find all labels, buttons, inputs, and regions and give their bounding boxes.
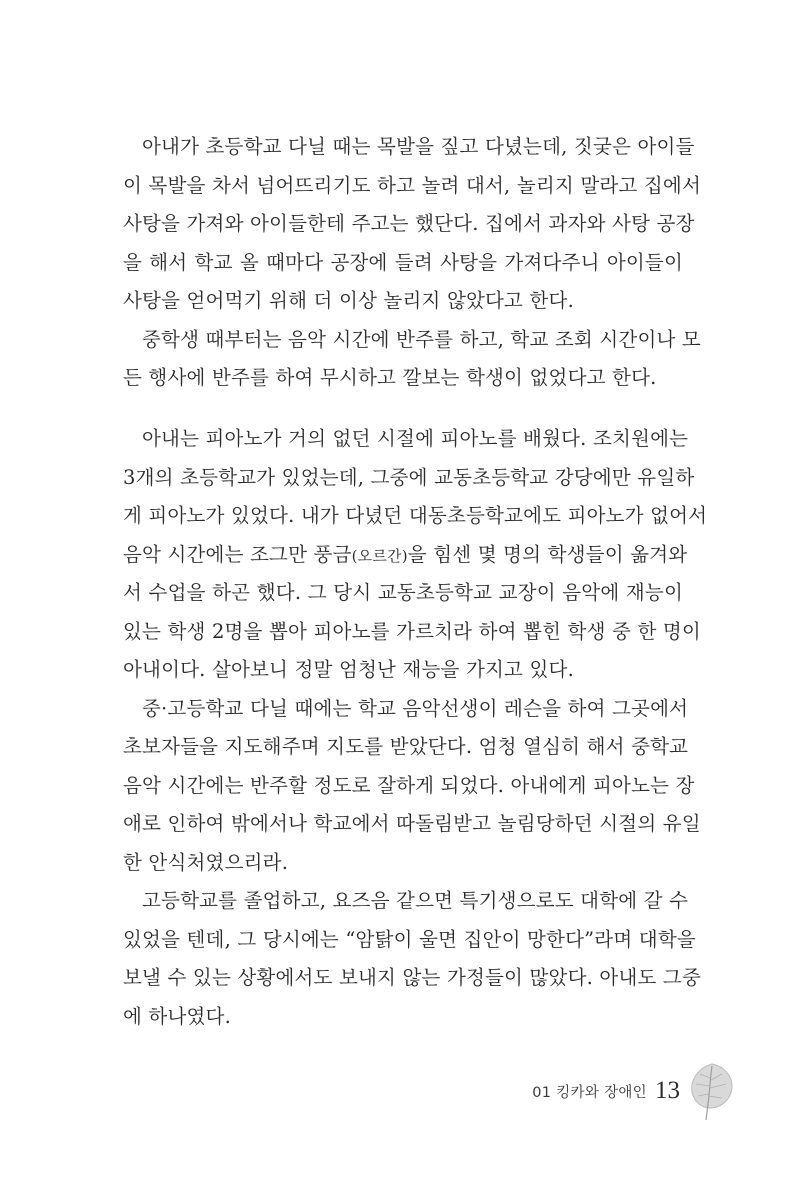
- text-line: 게 피아노가 있었다. 내가 다녔던 대동초등학교에도 피아노가 없어서: [123, 504, 708, 527]
- text-line: 있는 학생 2명을 뽑아 피아노를 가르치라 하여 뽑힌 학생 중 한 명이: [123, 619, 701, 643]
- page-footer: [532, 1066, 736, 1116]
- text-line: 중·고등학교 다닐 때에는 학교 음악선생이 레슨을 하여 그곳에서: [142, 696, 689, 720]
- text-line: 사탕을 얻어먹기 위해 더 이상 놀리지 않았다고 한다.: [123, 289, 574, 312]
- paragraph-1: [123, 128, 701, 321]
- text-line: 애로 인하여 밖에서나 학교에서 따돌림받고 놀림당하던 시절의 유일: [123, 812, 701, 835]
- text-line: 3개의 초등학교가 있었는데, 그중에 교동초등학교 강당에만 유일하: [123, 465, 695, 489]
- text-line: 초보자들을 지도해주며 지도를 받았단다. 엄청 열심히 해서 중학교: [123, 735, 689, 758]
- paragraph-2: [123, 321, 701, 398]
- text-line: 든 행사에 반주를 하여 무시하고 깔보는 학생이 없었다고 한다.: [123, 366, 657, 389]
- paragraph-4: [123, 690, 701, 883]
- text-line: 서 수업을 하곤 했다. 그 당시 교동초등학교 교장이 음악에 재능이: [123, 581, 683, 604]
- text-line: 아내이다. 살아보니 정말 엄청난 재능을 가지고 있다.: [123, 658, 574, 681]
- text-run: 음악 시간에는 조그만 풍금: [123, 542, 352, 566]
- text-line: 사탕을 가져와 아이들한테 주고는 했단다. 집에서 과자와 사탕 공장: [123, 212, 695, 235]
- text-line: 음악 시간에는 반주할 정도로 잘하게 되었다. 아내에게 피아노는 장: [123, 773, 695, 797]
- text-section-1: [123, 128, 701, 398]
- chapter-label: 01 킹카와 장애인: [532, 1084, 647, 1101]
- text-line: 고등학교를 졸업하고, 요즈음 같으면 특기생으로도 대학에 갈 수: [142, 889, 689, 912]
- text-line: [123, 536, 688, 575]
- text-line: 을 해서 학교 올 때마다 공장에 들려 사탕을 가져다주니 아이들이: [123, 250, 683, 274]
- page-number: 13: [655, 1077, 680, 1104]
- parenthetical-note: (오르간): [351, 546, 408, 565]
- text-line: 아내가 초등학교 다닐 때는 목발을 짚고 다녔는데, 짓궂은 아이들: [142, 135, 695, 158]
- text-line: 보낼 수 있는 상황에서도 보내지 않는 가정들이 많았다. 아내도 그중: [123, 966, 701, 989]
- text-line: 한 안식처였으리라.: [123, 850, 289, 874]
- text-section-2: [123, 420, 708, 1036]
- text-line: 중학생 때부터는 음악 시간에 반주를 하고, 학교 조회 시간이나 모: [142, 327, 701, 351]
- paragraph-3: [123, 420, 708, 690]
- text-line: 이 목발을 차서 넘어뜨리기도 하고 놀려 대서, 놀리지 말라고 집에서: [123, 173, 701, 197]
- text-line: 에 하나였다.: [123, 1004, 231, 1028]
- text-line: 있었을 텐데, 그 당시에는 “암탉이 울면 집안이 망한다”라며 대학을: [123, 927, 696, 951]
- paragraph-5: [123, 882, 701, 1036]
- text-run: 을 힘센 몇 명의 학생들이 옮겨와: [407, 542, 688, 566]
- leaf-icon: [688, 1060, 736, 1122]
- text-line: 아내는 피아노가 거의 없던 시절에 피아노를 배웠다. 조치원에는: [142, 427, 689, 450]
